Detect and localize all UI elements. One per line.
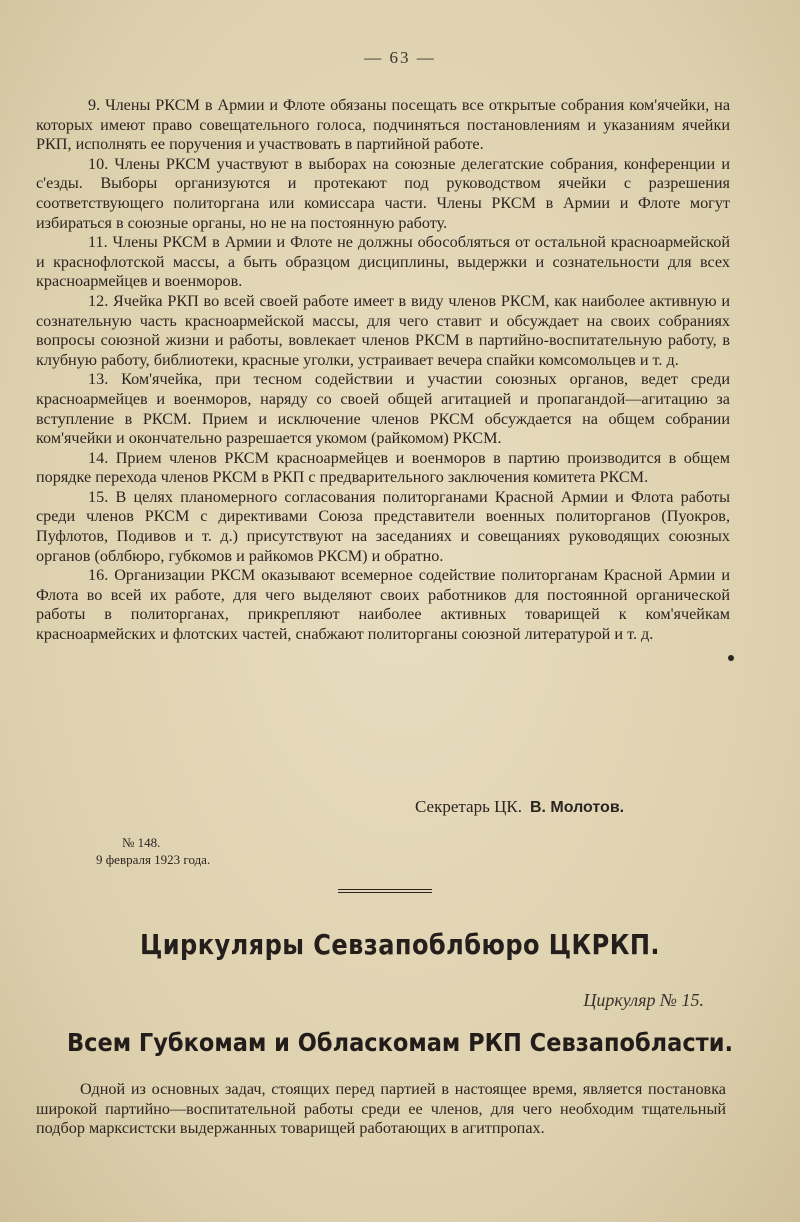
page-number: — 63 — (364, 48, 436, 67)
paragraph-14: 14. Прием членов РКСМ красноармейцев и военморов в партию производится в общем порядке перехода членов РКСМ в РКП с предварительного заключения комитета РКСМ. (36, 448, 730, 487)
paragraph-11: 11. Члены РКСМ в Армии и Флоте не должны обособляться от остальной красноармейской и краснофлотской массы, а быть образцом дисциплины, выдержки и сознательности для всех красноармейцев и военморов. (36, 233, 730, 291)
paragraph-12: 12. Ячейка РКП во всей своей работе имеет в виду членов РКСМ, как наиболее активную и сознательную часть красноармейской массы, для чего ставит и обсуждает на своих собраниях вопросы союзной жизни и работы, вовлекает членов РКСМ в партийно-воспитательную работу, в клубную работу, библиотеки, красные уголки, устраивает вечера спайки комсомольцев и т. д. (36, 291, 730, 369)
circular-title: Всем Губкомам и Обласкомам РКП Севзапобласти. (66, 1028, 734, 1057)
paragraph-15: 15. В целях планомерного согласования политорганами Красной Армии и Флота работы среди членов РКСМ с директивами Союза представители военных политорганов (Пуокров, Пуфлотов, Подивов и т. д.) присутствуют на заседаниях и совещаниях руководящих союзных органов (облбюро, губкомов и райкомов РКСМ) и обратно. (36, 487, 730, 565)
paragraph-9: 9. Члены РКСМ в Армии и Флоте обязаны посещать все открытые собрания ком'ячейки, на которых имеют право совещательного голоса, подчиняться постановлениям и указаниям ячейки РКП, исполнять ее поручения и участвовать в партийной работе. (36, 96, 730, 154)
circular-paragraph: Одной из основных задач, стоящих перед партией в настоящее время, является постановка широкой партийно—воспитательной работы среди ее членов, для чего необходим тщательный подбор марксистски выдержанных товарищей работающих в агитпропах. (36, 1080, 726, 1138)
document-date: 9 февраля 1923 года. (96, 852, 211, 867)
document-number: № 148. (122, 835, 161, 850)
circular-body (36, 1080, 726, 1139)
signature-name: В. Молотов. (529, 799, 625, 816)
paragraph-10: 10. Члены РКСМ участвуют в выборах на союзные делегатские собрания, конференции и с'езды. Выборы организуются и протекают под руководством ячейки с разрешения соответствующего политоргана или комиссара части. Члены РКСМ в Армии и Флоте могут избираться в союзные органы, но не на постоянную работу. (36, 154, 730, 232)
section-heading: Циркуляры Севзапоблбюро ЦКРКП. (139, 928, 661, 961)
directive-body (36, 96, 730, 645)
signature-role: Секретарь ЦК. (415, 797, 522, 816)
circular-number: Циркуляр № 15. (583, 990, 704, 1010)
paragraph-13: 13. Ком'ячейка, при тесном содействии и участии союзных органов, ведет среди красноармейцев и военморов, наряду со своей общей агитацией и пропагандой—агитацию за вступление в РКСМ. Прием и исключение членов РКСМ обсуждается на общем собрании ком'ячейки и окончательно разрешается укомом (райкомом) РКСМ. (36, 370, 730, 448)
signature-line (415, 797, 624, 817)
ink-dot (728, 655, 734, 661)
paragraph-16: 16. Организации РКСМ оказывают всемерное содействие политорганам Красной Армии и Флота во всей их работе, для чего выделяют своих работников для постоянной органической работы в политорганах, прикрепляют наиболее активных товарищей к ком'ячейкам красноармейских и флотских частей, снабжают политорганы союзной литературой и т. д. (36, 566, 730, 644)
section-divider (338, 889, 432, 893)
document-meta (96, 834, 210, 868)
